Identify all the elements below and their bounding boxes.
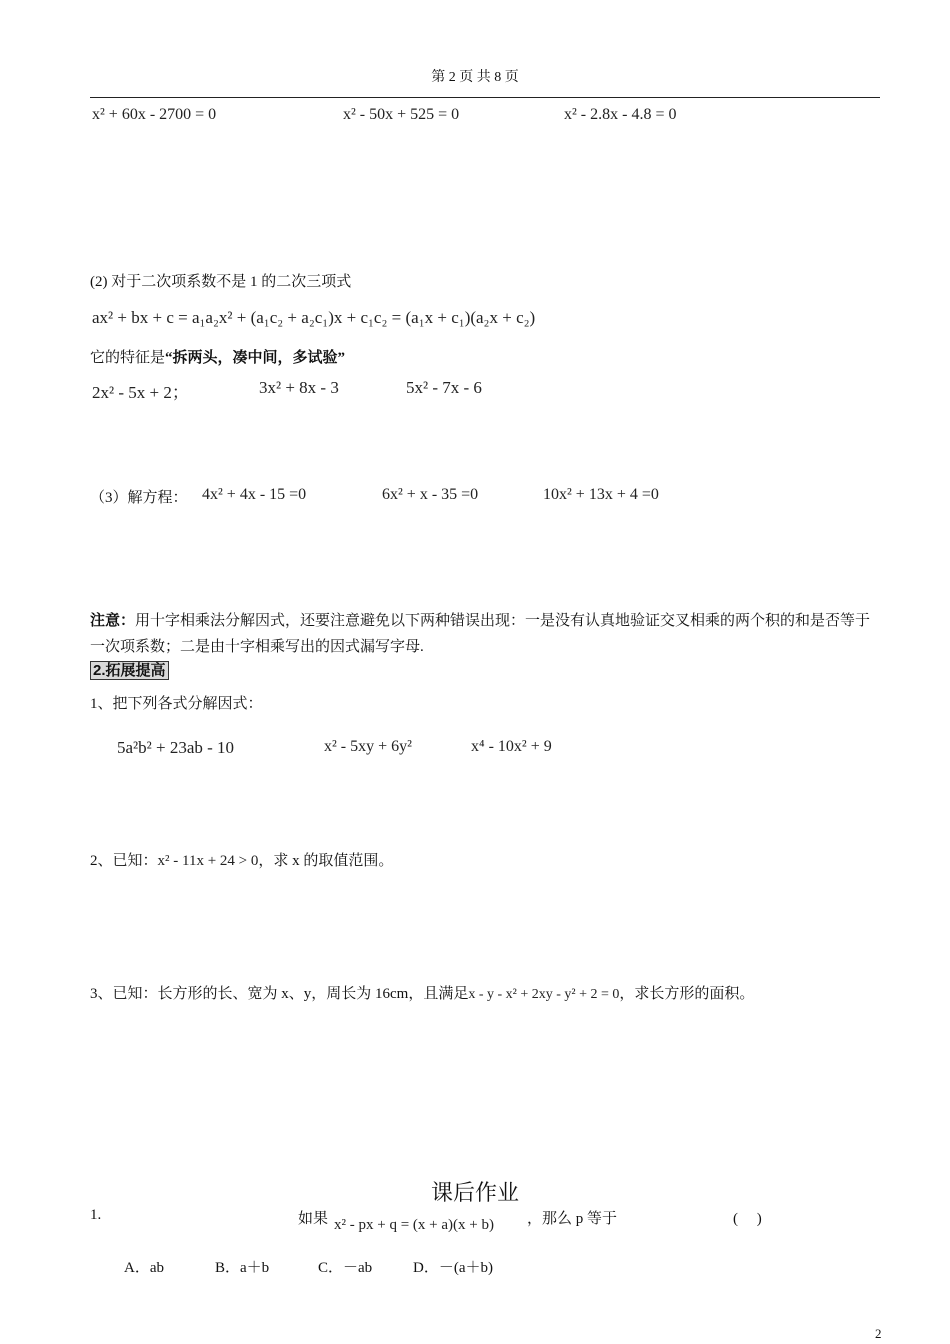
part2-example-1: 2x² - 5x + 2； — [92, 383, 189, 402]
extension-q1-a: 5a²b² + 23ab - 10 — [117, 738, 235, 757]
extension-q2 — [90, 849, 393, 870]
extension-q3 — [90, 982, 754, 1003]
equation-1: x² + 60x - 2700 = 0 — [92, 106, 217, 123]
homework-q1-blank: ( ) — [733, 1211, 762, 1227]
part2-feature — [90, 346, 345, 367]
note-paragraph — [90, 608, 885, 660]
extension-q1-label: 1、把下列各式分解因式： — [90, 696, 263, 712]
extension-q3-prefix: 3、已知：长方形的长、宽为 x、y，周长为 16cm，且满足 — [90, 986, 469, 1002]
part2-heading: (2) 对于二次项系数不是 1 的二次三项式 — [90, 274, 352, 290]
part2-feature-bold: “拆两头，凑中间，多试验” — [165, 350, 346, 366]
homework-title: 课后作业 — [430, 1180, 519, 1205]
homework-q1-number: 1. — [90, 1207, 102, 1223]
note-text: 用十字相乘法分解因式，还要注意避免以下两种错误出现：一是没有认真地验证交叉相乘的两个积的和是否等于一次项系数；二是由十字相乘写出的因式漏写字母. — [90, 613, 871, 655]
equation-3: x² - 2.8x - 4.8 = 0 — [564, 106, 677, 123]
part2-example-2: 3x² + 8x - 3 — [259, 378, 339, 397]
extension-q1-c: x⁴ - 10x² + 9 — [471, 738, 552, 755]
extension-q2-prefix: 2、已知： — [90, 853, 158, 869]
page-number: 2 — [875, 1326, 882, 1341]
extension-q3-expr: x - y - x² + 2xy - y² + 2 = 0 — [468, 987, 620, 1002]
choice-a: A．ab — [124, 1260, 164, 1276]
part3-equation-1: 4x² + 4x - 15 =0 — [202, 486, 307, 503]
part3-label: （3）解方程： — [90, 490, 188, 506]
part2-formula: ax² + bx + c = a₁a₂x² + (a₁c₂ + a₂c₁)x + c₁c₂ = (a₁x + c₁)(a₂x + c₂) — [92, 308, 536, 327]
extension-q2-suffix: ，求 x 的取值范围。 — [258, 853, 394, 869]
extension-q3-suffix: ，求长方形的面积。 — [619, 986, 755, 1002]
part3-equation-3: 10x² + 13x + 4 =0 — [543, 486, 659, 503]
header-rule — [90, 97, 880, 98]
homework-q1-suffix: ，那么 p 等于 — [527, 1211, 618, 1227]
extension-q1-b: x² - 5xy + 6y² — [324, 738, 412, 755]
part2-feature-prefix: 它的特征是 — [90, 350, 166, 366]
extension-title: 2.拓展提高 — [90, 661, 169, 680]
choice-c: C．－ab — [318, 1260, 373, 1276]
note-label: 注意： — [90, 613, 136, 629]
homework-q1-expr: x² - px + q = (x + a)(x + b) — [334, 1217, 494, 1233]
extension-q2-expr: x² - 11x + 24 > 0 — [157, 853, 259, 869]
homework-q1-prefix: 如果 — [298, 1211, 329, 1227]
page-header: 第 2 页 共 8 页 — [431, 70, 519, 85]
choice-d: D．－(a＋b) — [413, 1260, 493, 1276]
extension-title-wrapper — [90, 659, 169, 680]
choice-b: B．a＋b — [215, 1260, 270, 1276]
equation-2: x² - 50x + 525 = 0 — [343, 106, 460, 123]
part3-equation-2: 6x² + x - 35 =0 — [382, 486, 479, 503]
part2-example-3: 5x² - 7x - 6 — [406, 378, 482, 397]
